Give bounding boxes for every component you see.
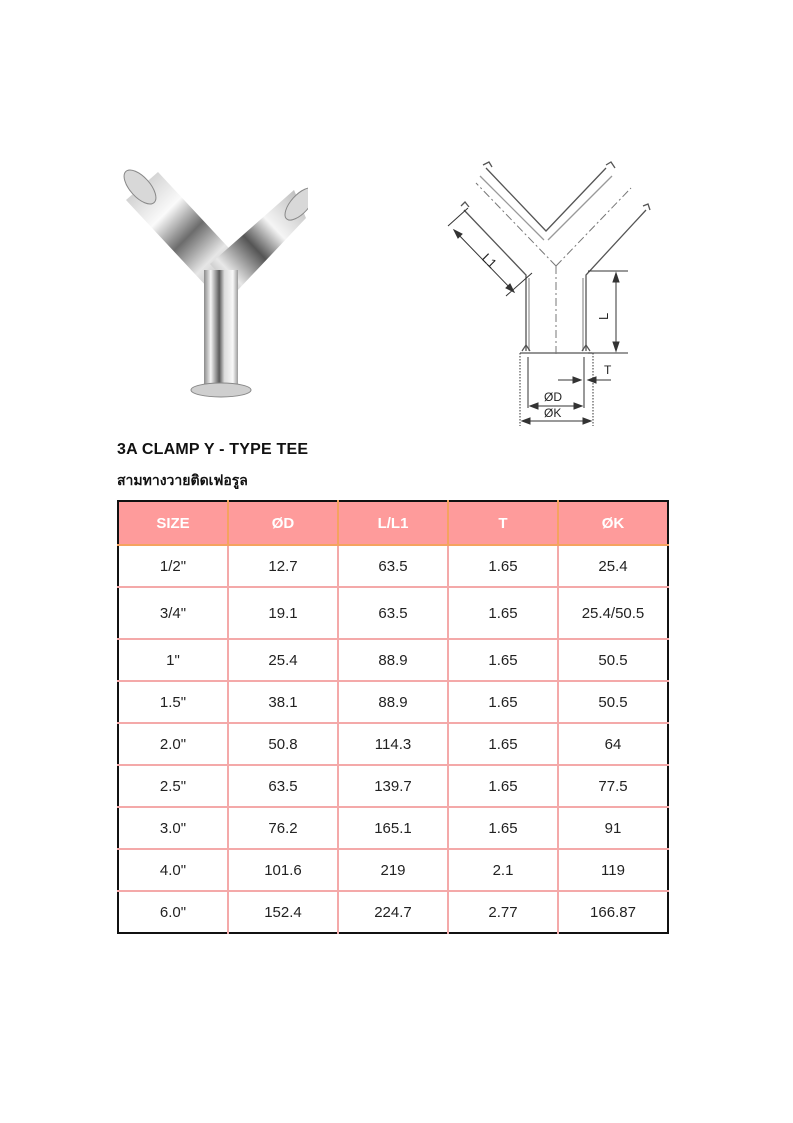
label-ok: ØK [544, 406, 562, 420]
cell-od: 12.7 [228, 545, 338, 587]
cell-od: 152.4 [228, 891, 338, 933]
cell-size: 2.5" [118, 765, 228, 807]
cell-od: 38.1 [228, 681, 338, 723]
product-photo [118, 160, 308, 400]
cell-size: 3.0" [118, 807, 228, 849]
table-row [118, 849, 668, 891]
cell-od: 101.6 [228, 849, 338, 891]
cell-t: 1.65 [448, 587, 558, 639]
table-row [118, 723, 668, 765]
cell-ok: 77.5 [558, 765, 668, 807]
cell-t: 1.65 [448, 639, 558, 681]
column-header-ok: ØK [558, 501, 668, 545]
cell-t: 2.77 [448, 891, 558, 933]
cell-t: 1.65 [448, 765, 558, 807]
cell-l-l1: 114.3 [338, 723, 448, 765]
dimension-drawing [436, 158, 668, 428]
cell-od: 25.4 [228, 639, 338, 681]
table-row [118, 765, 668, 807]
column-header-od: ØD [228, 501, 338, 545]
cell-size: 4.0" [118, 849, 228, 891]
cell-size: 6.0" [118, 891, 228, 933]
cell-size: 1/2" [118, 545, 228, 587]
cell-od: 50.8 [228, 723, 338, 765]
cell-size: 1.5" [118, 681, 228, 723]
cell-l-l1: 224.7 [338, 891, 448, 933]
cell-t: 1.65 [448, 723, 558, 765]
table-row [118, 545, 668, 587]
cell-l-l1: 88.9 [338, 639, 448, 681]
cell-ok: 50.5 [558, 681, 668, 723]
product-subtitle-thai: สามทางวายติดเฟอรูล [117, 472, 248, 488]
cell-l-l1: 165.1 [338, 807, 448, 849]
product-title: 3A CLAMP Y - TYPE TEE [117, 441, 309, 458]
label-od: ØD [544, 390, 562, 404]
label-l: L [596, 312, 611, 320]
cell-size: 2.0" [118, 723, 228, 765]
cell-t: 1.65 [448, 545, 558, 587]
column-header-t: T [448, 501, 558, 545]
cell-l-l1: 88.9 [338, 681, 448, 723]
table-header-row [118, 501, 668, 545]
cell-od: 63.5 [228, 765, 338, 807]
cell-l-l1: 139.7 [338, 765, 448, 807]
cell-ok: 25.4 [558, 545, 668, 587]
cell-l-l1: 63.5 [338, 587, 448, 639]
label-l1: L1 [479, 250, 500, 272]
cell-t: 1.65 [448, 807, 558, 849]
column-header-l-l1: L/L1 [338, 501, 448, 545]
table-row [118, 891, 668, 933]
cell-ok: 50.5 [558, 639, 668, 681]
cell-size: 3/4" [118, 587, 228, 639]
cell-od: 19.1 [228, 587, 338, 639]
cell-ok: 64 [558, 723, 668, 765]
cell-t: 1.65 [448, 681, 558, 723]
label-t: T [604, 363, 612, 377]
table-row [118, 639, 668, 681]
cell-ok: 166.87 [590, 903, 636, 921]
column-header-size: SIZE [118, 501, 228, 545]
cell-ok: 25.4/50.5 [558, 587, 668, 639]
cell-od: 76.2 [228, 807, 338, 849]
cell-ok: 119 [558, 849, 668, 891]
table-row [118, 681, 668, 723]
table-row [118, 587, 668, 639]
cell-t: 2.1 [448, 849, 558, 891]
cell-l-l1: 219 [338, 849, 448, 891]
cell-size: 1" [118, 639, 228, 681]
cell-ok: 91 [558, 807, 668, 849]
cell-l-l1: 63.5 [338, 545, 448, 587]
table-row [118, 807, 668, 849]
spec-table [117, 500, 669, 934]
